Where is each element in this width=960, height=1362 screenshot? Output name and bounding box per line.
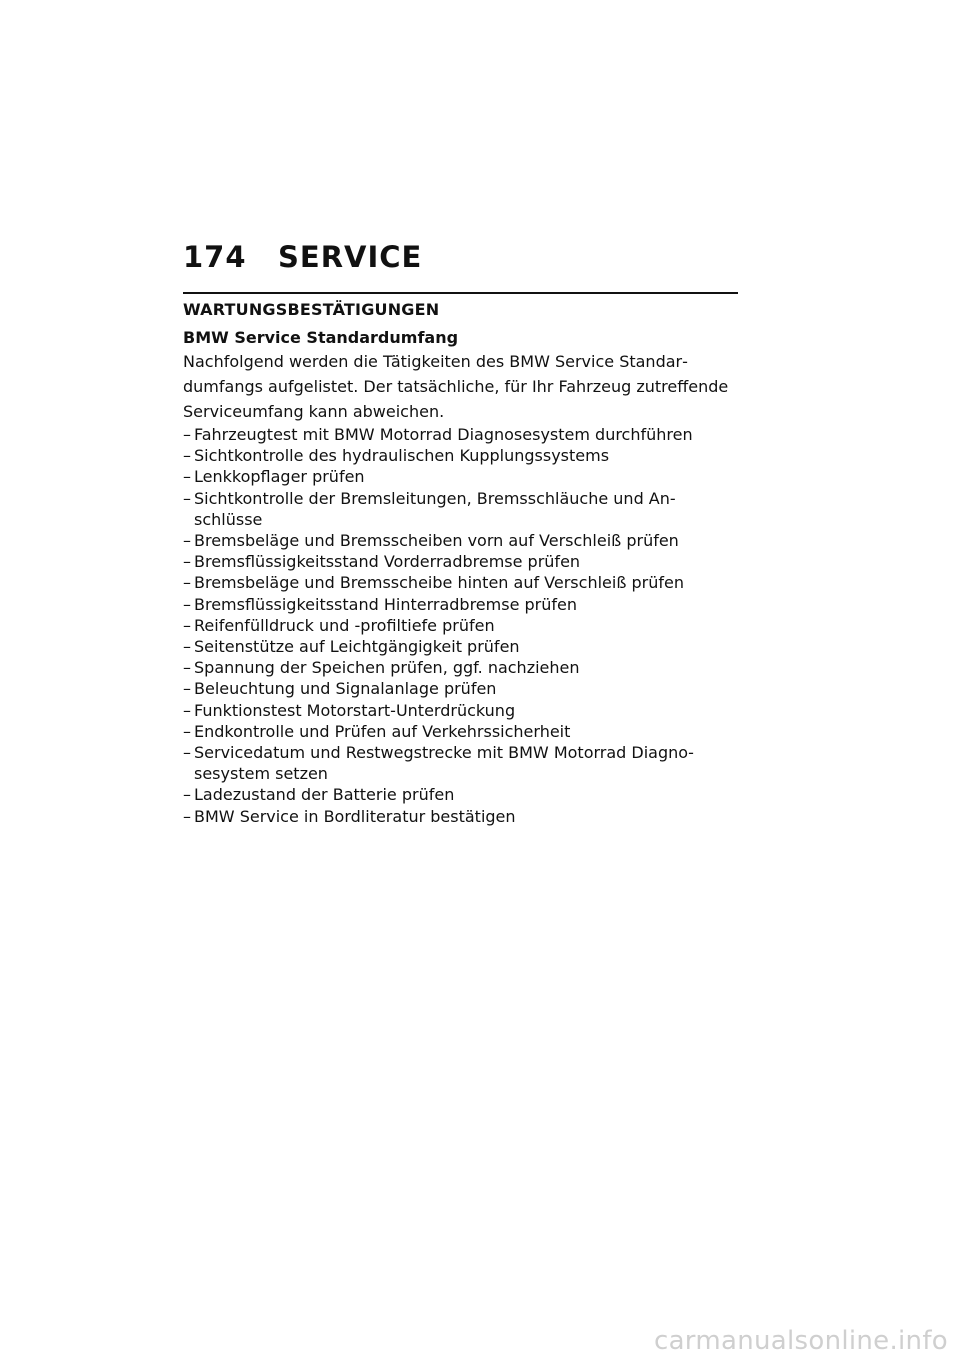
task-item	[183, 551, 738, 572]
page-number: 174	[183, 240, 247, 274]
task-text: Fahrzeugtest mit BMW Motorrad Diagnosesystem durchführen	[194, 425, 693, 444]
section-title: WARTUNGSBESTÄTIGUNGEN	[183, 300, 440, 319]
dash-marker: –	[183, 552, 191, 572]
task-item	[183, 466, 738, 487]
task-item	[183, 784, 738, 805]
task-item	[183, 445, 738, 466]
dash-marker: –	[183, 615, 191, 635]
dash-marker: –	[183, 721, 191, 741]
task-item	[183, 488, 738, 530]
task-item	[183, 678, 738, 699]
task-item	[183, 636, 738, 657]
task-text: Bremsflüssigkeitsstand Vorderradbremse prüfen	[194, 552, 581, 572]
task-text: Spannung der Speichen prüfen, ggf. nachziehen	[194, 658, 580, 678]
task-text: Reifenfülldruck und -profiltiefe prüfen	[194, 615, 495, 635]
dash-marker: –	[183, 743, 191, 763]
page-header	[183, 240, 738, 274]
task-text: BMW Service in Bordliteratur bestätigen	[194, 806, 516, 826]
task-text: Sichtkontrolle der Bremsleitungen, Bremsschläuche und Anschlüsse	[194, 488, 676, 529]
task-text: Sichtkontrolle des hydraulischen Kupplungssystems	[194, 446, 610, 466]
task-text: Ladezustand der Batterie prüfen	[194, 785, 455, 805]
site-watermark: carmanualsonline.info	[653, 1326, 948, 1356]
task-item	[183, 530, 738, 551]
task-list	[183, 424, 738, 827]
dash-marker: –	[183, 531, 191, 551]
dash-marker: –	[183, 467, 191, 487]
task-item	[183, 657, 738, 678]
dash-marker: –	[183, 594, 191, 614]
task-text: Bremsbeläge und Bremsscheiben vorn auf Verschleiß prüfen	[194, 531, 679, 551]
task-item	[183, 594, 738, 615]
task-text: Seitenstütze auf Leichtgängigkeit prüfen	[194, 637, 520, 657]
task-text: Beleuchtung und Signalanlage prüfen	[194, 679, 497, 699]
task-item	[183, 572, 738, 593]
dash-marker: –	[183, 700, 191, 720]
dash-marker: –	[183, 425, 191, 444]
task-text: Lenkkopflager prüfen	[194, 467, 365, 487]
task-item	[183, 424, 738, 445]
section-divider	[183, 292, 738, 294]
maintenance-section	[183, 292, 738, 827]
task-text: Bremsbeläge und Bremsscheibe hinten auf Verschleiß prüfen	[194, 573, 684, 593]
task-text: Bremsflüssigkeitsstand Hinterradbremse prüfen	[194, 594, 577, 614]
task-item	[183, 721, 738, 742]
dash-marker: –	[183, 573, 191, 593]
dash-marker: –	[183, 806, 191, 826]
task-item	[183, 806, 738, 827]
dash-marker: –	[183, 446, 191, 466]
dash-marker: –	[183, 658, 191, 678]
task-text: Funktionstest Motorstart-Unterdrückung	[194, 700, 516, 720]
chapter-title: SERVICE	[278, 240, 423, 274]
dash-marker: –	[183, 637, 191, 657]
intro-paragraph: Nachfolgend werden die Tätigkeiten des BMW Service Standardumfangs aufgelistet. Der tatsächliche, für Ihr Fahrzeug zutreffende Serviceumfang kann abweichen.	[183, 352, 729, 421]
task-item	[183, 700, 738, 721]
subsection-title: BMW Service Standardumfang	[183, 328, 459, 347]
task-text: Endkontrolle und Prüfen auf Verkehrssicherheit	[194, 721, 571, 741]
task-text: Servicedatum und Restwegstrecke mit BMW Motorrad Diagnosesystem setzen	[194, 743, 694, 784]
dash-marker: –	[183, 488, 191, 508]
dash-marker: –	[183, 785, 191, 805]
dash-marker: –	[183, 679, 191, 699]
task-item	[183, 615, 738, 636]
task-item	[183, 742, 738, 784]
